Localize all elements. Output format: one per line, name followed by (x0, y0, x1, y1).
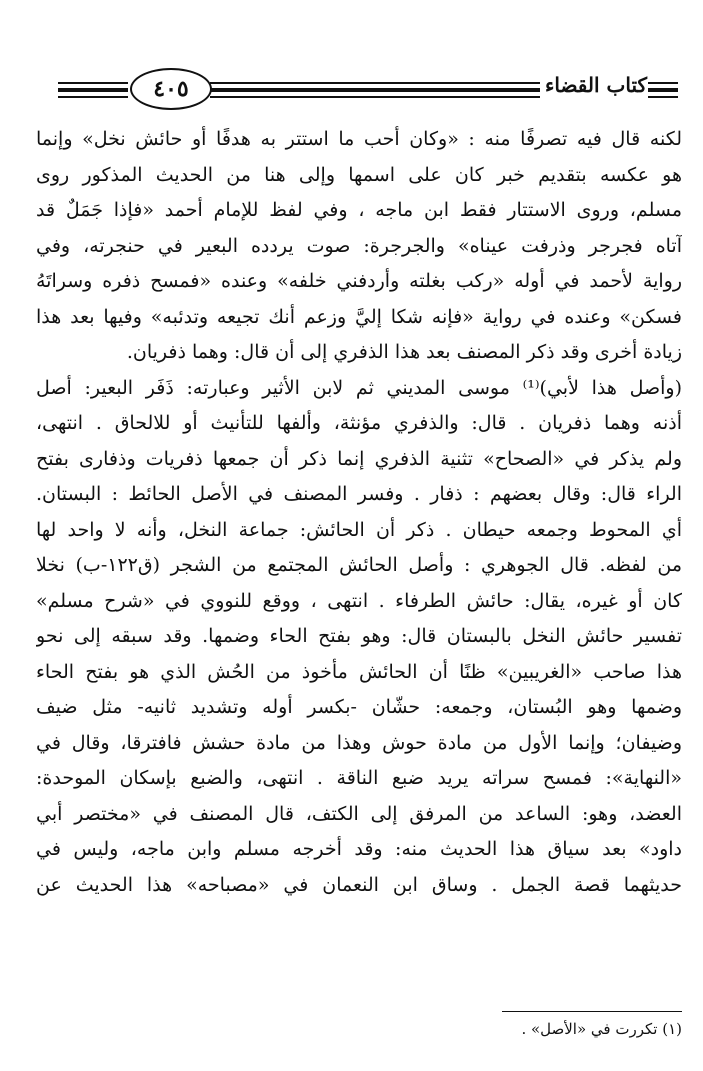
header-rule (58, 96, 128, 98)
text-line: «النهاية»: فمسح سراته يريد ضبع الناقة . انتهى، والضبع بإسكان الموحدة: (36, 767, 682, 789)
text-line: فسكن» وعنده في رواية «فإنه شكا إليَّ وزعم أنك تجيعه وتدئبه» وفيها بعد هذا (36, 305, 682, 328)
text-line: زيادة أخرى وقد ذكر المصنف بعد هذا الذفري إلى أن قال: وهما ذفريان. (126, 341, 682, 363)
footnote: (١) تكررت في «الأصل» . (521, 1020, 682, 1038)
text-line: كان أو غيره، يقال: حائش الطرفاء . انتهى ، ووقع للنووي في «شرح مسلم» (36, 589, 682, 612)
footnote-separator (502, 1011, 682, 1012)
text-line: هذا صاحب «الغريبين» ظنًا أن الحائش مأخوذ من الحُش الذي هو بفتح الحاء (36, 660, 682, 683)
text-line: أي المحوط وجمعه حيطان . ذكر أن الحائش: جماعة النخل، وأنه لا واحد لها (36, 518, 682, 541)
text-line: أذنه وهما ذفريان . قال: والذفري مؤنثة، وألفها للتأنيث أو للالحاق . انتهى، (36, 412, 682, 434)
header-rule (210, 96, 540, 98)
text-line: العضد، وهو: الساعد من المرفق إلى الكتف، قال المصنف في «مختصر أبي (36, 802, 682, 825)
running-title: كتاب القضاء (544, 70, 648, 100)
page-number: ٤٠٥ (130, 68, 212, 110)
text-line: حديثهما قصة الجمل . وساق ابن النعمان في «مصباحه» هذا الحديث عن (36, 873, 682, 896)
header-rule (648, 82, 678, 84)
body-text (36, 122, 682, 903)
text-line: ولم يذكر في «الصحاح» تثنية الذفري إنما ذكر أن جمعها ذفريات وذفارى بفتح (36, 447, 682, 470)
header-rule (210, 88, 540, 92)
text-line: لكنه قال فيه تصرفًا منه : «وكان أحب ما استتر به هدفًا أو حائش نخل» وإنما (36, 128, 682, 150)
text-line: من لفظه. قال الجوهري : وأصل الحائش المجتمع من الشجر (ق١٢٢-ب) نخلا (36, 554, 682, 576)
text-line: مسلم، وروى الاستتار فقط ابن ماجه ، وفي لفظ للإمام أحمد «فإذا جَمَلٌ قد (36, 199, 682, 221)
text-line: تفسير حائش النخل بالبستان قال: وهو بفتح الحاء وضمها. وقد سبقه إلى نحو (36, 625, 682, 647)
text-line: (وأصل هذا لأبي)⁽¹⁾ موسى المديني ثم لابن الأثير وعبارته: ذَفَر البعير: أصل (36, 376, 682, 399)
header-rule (58, 82, 128, 84)
text-line: داود» بعد سياق هذا الحديث منه: وقد أخرجه مسلم وابن ماجه، وليس في (36, 838, 682, 860)
page-header (58, 68, 678, 112)
text-line: وضمها وهو البُستان، وجمعه: حشّان -بكسر أوله وتشديد ثانيه- مثل ضيف (36, 696, 682, 718)
header-rule (210, 82, 540, 84)
header-rule (58, 88, 128, 92)
text-line: رواية لأحمد في أوله «ركب بغلته وأردفني خلفه» وعنده «فمسح ذفره وسراتَهُ (36, 270, 682, 292)
text-line: الراء قال: وقال بعضهم : ذفار . وفسر المصنف في الأصل الحائط : البستان. (36, 483, 682, 505)
header-rule (648, 96, 678, 98)
text-line: وضيفان؛ وإنما الأول من مادة حوش وهذا من مادة حشش فافترقا، وقال في (36, 731, 682, 754)
header-rule (648, 88, 678, 92)
text-line: آتاه فجرجر وذرفت عيناه» والجرجرة: صوت يردده البعير في حنجرته، وفي (36, 234, 682, 257)
text-line: هو عكسه بتقديم خبر كان على اسمها وإلى هنا من الحديث المذكور روى (36, 163, 682, 186)
